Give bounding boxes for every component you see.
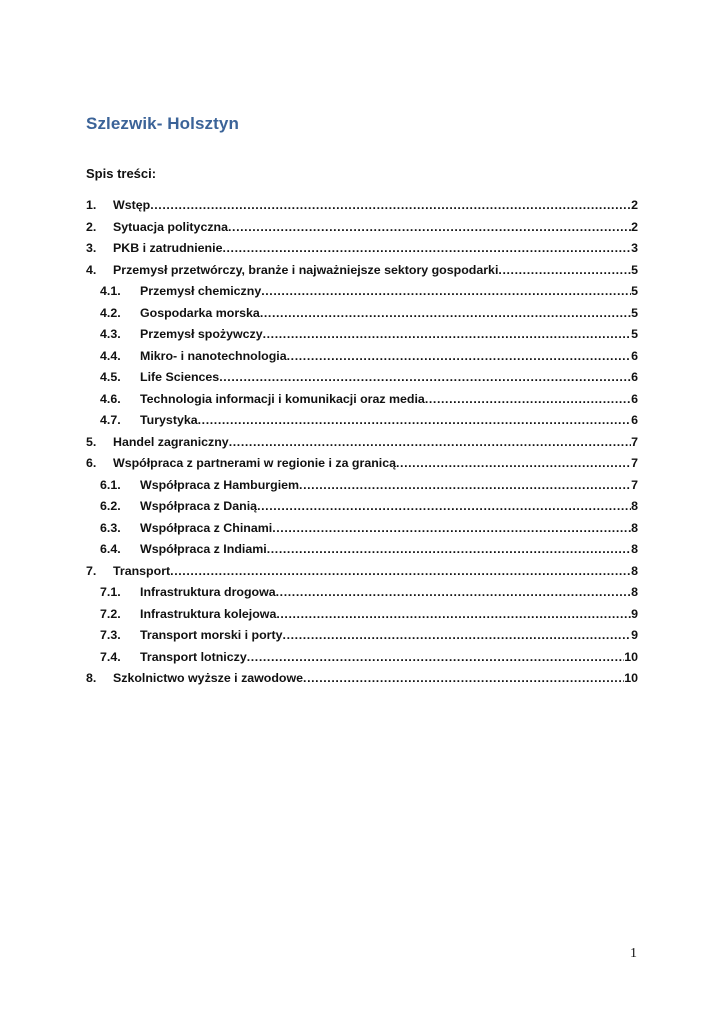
toc-entry-number: 4.1. — [100, 284, 121, 298]
toc-entry-label: Mikro- i nanotechnologia — [140, 348, 287, 363]
toc-dot-leader — [170, 564, 631, 578]
toc-dot-leader — [267, 542, 631, 556]
toc-dot-leader — [198, 413, 631, 427]
toc-entry-number: 7.2. — [100, 606, 121, 621]
toc-entry-label: Infrastruktura kolejowa — [140, 606, 277, 621]
toc-entry-page: 5 — [631, 262, 638, 277]
table-of-contents — [86, 198, 638, 693]
toc-subentry[interactable] — [86, 349, 638, 371]
toc-entry-page: 10 — [624, 671, 638, 685]
toc-entry-number: 7. — [86, 563, 97, 578]
toc-entry-page: 8 — [631, 542, 638, 556]
toc-dot-leader — [303, 671, 624, 685]
toc-subentry[interactable] — [86, 478, 638, 500]
toc-entry-label: Infrastruktura drogowa — [140, 585, 276, 599]
toc-entry-number: 5. — [86, 434, 97, 449]
toc-entry-page: 7 — [631, 434, 638, 449]
toc-entry-number: 4.4. — [100, 348, 121, 363]
toc-entry-page: 2 — [631, 198, 638, 212]
toc-dot-leader — [283, 628, 632, 642]
toc-entry[interactable] — [86, 198, 638, 220]
toc-heading: Spis treści: — [86, 166, 157, 181]
toc-entry-page: 2 — [631, 219, 638, 234]
toc-entry-number: 4.6. — [100, 391, 121, 406]
toc-subentry[interactable] — [86, 542, 638, 564]
toc-entry-label: Współpraca z Indiami — [140, 542, 267, 556]
toc-entry-page: 9 — [631, 628, 638, 642]
toc-entry-page: 6 — [631, 348, 638, 363]
toc-entry-number: 8. — [86, 671, 97, 685]
toc-dot-leader — [260, 306, 631, 320]
toc-entry-label: Technologia informacji i komunikacji oraz media — [140, 391, 425, 406]
toc-entry-number: 6.3. — [100, 520, 121, 535]
toc-entry-page: 8 — [631, 563, 638, 578]
toc-entry-number: 3. — [86, 241, 97, 255]
toc-entry[interactable] — [86, 456, 638, 478]
toc-subentry[interactable] — [86, 413, 638, 435]
toc-entry-label: Gospodarka morska — [140, 305, 260, 320]
toc-entry-number: 4.5. — [100, 370, 121, 384]
toc-subentry[interactable] — [86, 628, 638, 650]
toc-dot-leader — [276, 607, 631, 621]
toc-entry-label: Szkolnictwo wyższe i zawodowe — [113, 671, 304, 685]
toc-entry-page: 5 — [631, 284, 638, 298]
toc-entry-page: 7 — [631, 456, 638, 470]
toc-entry-number: 7.3. — [100, 628, 121, 642]
toc-entry-label: Współpraca z partnerami w regionie i za granicą — [113, 456, 397, 470]
toc-entry-page: 6 — [631, 370, 638, 384]
toc-subentry[interactable] — [86, 370, 638, 392]
toc-entry[interactable] — [86, 564, 638, 586]
toc-dot-leader — [150, 198, 631, 212]
toc-dot-leader — [222, 241, 631, 255]
toc-entry-number: 6.2. — [100, 499, 121, 513]
toc-dot-leader — [276, 585, 631, 599]
toc-dot-leader — [425, 392, 631, 406]
toc-entry-label: Transport lotniczy — [140, 649, 247, 664]
toc-subentry[interactable] — [86, 521, 638, 543]
toc-subentry[interactable] — [86, 499, 638, 521]
toc-entry-label: Transport morski i porty — [140, 628, 283, 642]
toc-entry-label: Współpraca z Hamburgiem — [140, 477, 300, 492]
toc-dot-leader — [257, 499, 631, 513]
toc-entry-number: 7.1. — [100, 585, 121, 599]
toc-entry-page: 6 — [631, 413, 638, 427]
toc-entry-label: Przemysł spożywczy — [140, 327, 263, 341]
toc-dot-leader — [498, 263, 631, 277]
toc-entry-page: 6 — [631, 391, 638, 406]
toc-entry-label: Przemysł chemiczny — [140, 284, 262, 298]
toc-entry-page: 3 — [631, 241, 638, 255]
toc-dot-leader — [228, 220, 631, 234]
toc-dot-leader — [299, 478, 631, 492]
toc-entry[interactable] — [86, 263, 638, 285]
toc-entry[interactable] — [86, 241, 638, 263]
toc-entry-page: 9 — [631, 606, 638, 621]
toc-entry-number: 4.7. — [100, 413, 121, 427]
toc-entry[interactable] — [86, 435, 638, 457]
toc-dot-leader — [219, 370, 631, 384]
toc-entry-label: Współpraca z Chinami — [140, 520, 273, 535]
toc-subentry[interactable] — [86, 607, 638, 629]
toc-entry-number: 6.4. — [100, 542, 121, 556]
toc-entry-page: 5 — [631, 327, 638, 341]
toc-subentry[interactable] — [86, 284, 638, 306]
toc-entry-number: 6. — [86, 456, 97, 470]
toc-entry[interactable] — [86, 220, 638, 242]
toc-dot-leader — [396, 456, 631, 470]
toc-entry-number: 7.4. — [100, 649, 121, 664]
toc-dot-leader — [272, 521, 631, 535]
toc-entry-label: Handel zagraniczny — [113, 434, 229, 449]
toc-entry-number: 4.2. — [100, 305, 121, 320]
toc-entry-number: 2. — [86, 219, 97, 234]
toc-entry-label: Współpraca z Danią — [140, 499, 258, 513]
toc-dot-leader — [229, 435, 631, 449]
toc-subentry[interactable] — [86, 327, 638, 349]
document-title: Szlezwik- Holsztyn — [86, 114, 239, 133]
toc-entry-number: 4.3. — [100, 327, 121, 341]
toc-entry-label: PKB i zatrudnienie — [113, 241, 223, 255]
toc-entry-label: Przemysł przetwórczy, branże i najważniejsze sektory gospodarki — [113, 262, 499, 277]
toc-entry-number: 6.1. — [100, 477, 121, 492]
toc-entry-page: 8 — [631, 585, 638, 599]
toc-entry-label: Sytuacja polityczna — [113, 219, 228, 234]
toc-entry-label: Transport — [113, 563, 171, 578]
toc-entry-number: 4. — [86, 262, 97, 277]
toc-subentry[interactable] — [86, 306, 638, 328]
toc-entry-page: 8 — [631, 499, 638, 513]
toc-entry[interactable] — [86, 671, 638, 693]
toc-dot-leader — [247, 650, 624, 664]
page-number: 1 — [630, 946, 637, 961]
toc-entry-label: Life Sciences — [140, 370, 220, 384]
toc-dot-leader — [287, 349, 631, 363]
toc-subentry[interactable] — [86, 585, 638, 607]
toc-subentry[interactable] — [86, 650, 638, 672]
toc-entry-page: 10 — [624, 649, 638, 664]
toc-entry-page: 8 — [631, 520, 638, 535]
toc-subentry[interactable] — [86, 392, 638, 414]
toc-dot-leader — [263, 327, 632, 341]
toc-dot-leader — [261, 284, 631, 298]
toc-entry-label: Turystyka — [140, 413, 198, 427]
toc-entry-page: 7 — [631, 477, 638, 492]
toc-entry-number: 1. — [86, 198, 97, 212]
toc-entry-page: 5 — [631, 305, 638, 320]
toc-entry-label: Wstęp — [113, 198, 151, 212]
